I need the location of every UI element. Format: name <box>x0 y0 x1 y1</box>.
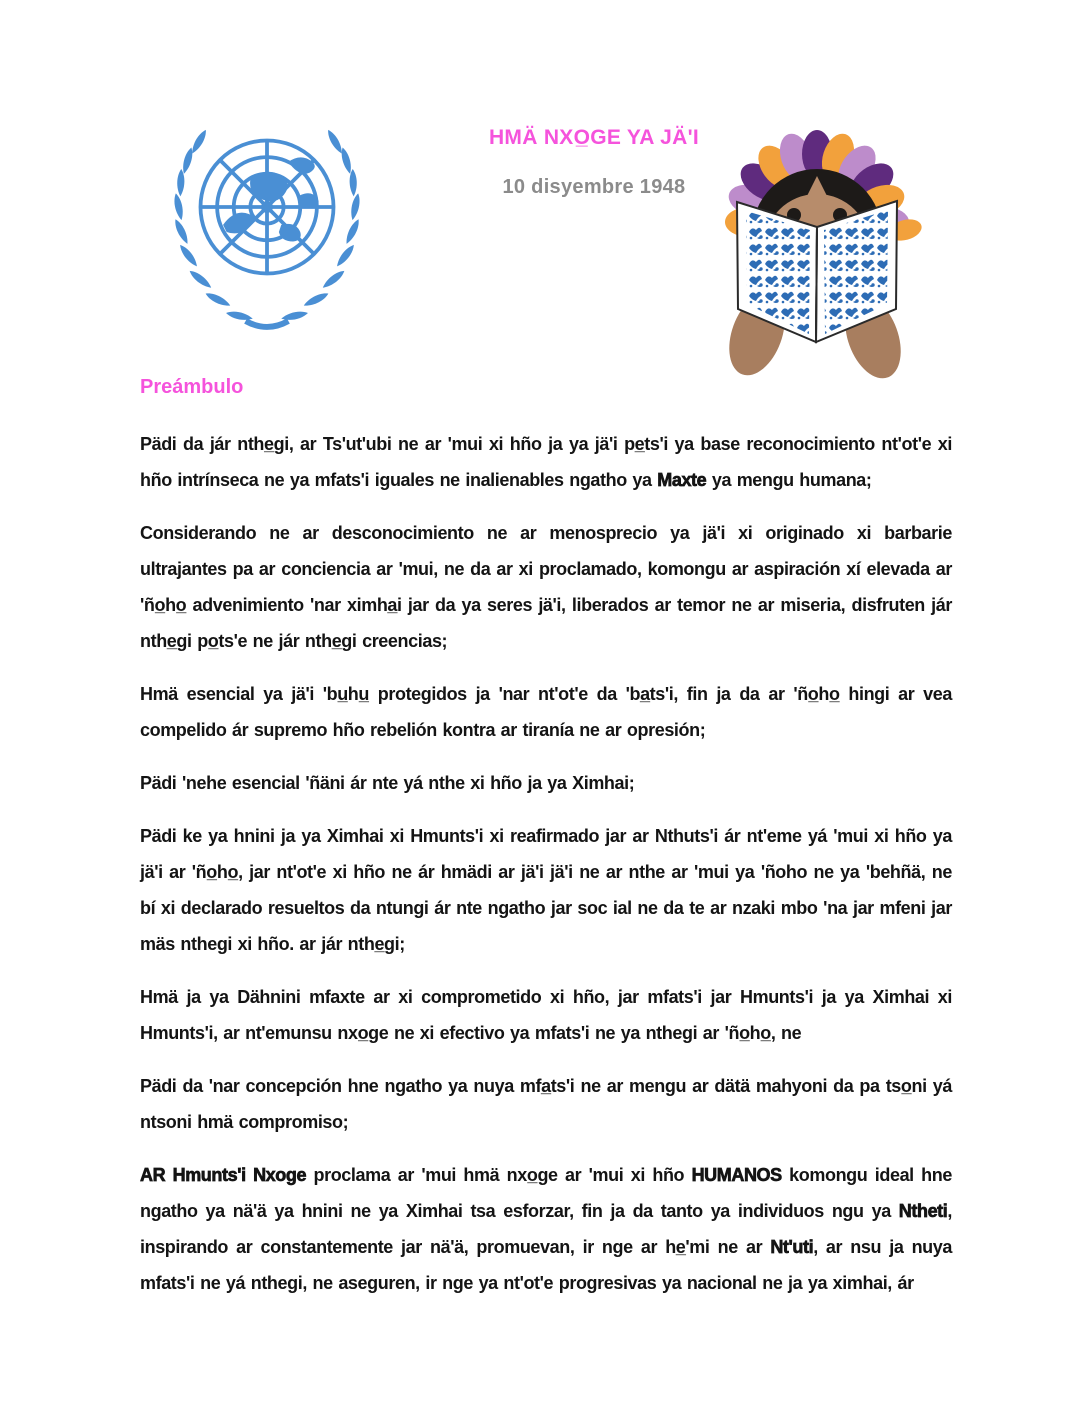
page-title: HMÄ NXO̲GE YA JÄ'I <box>488 126 700 149</box>
section-heading: Preámbulo <box>140 376 244 398</box>
document-body <box>140 376 952 1318</box>
paragraph <box>140 979 952 1051</box>
globe-landmasses <box>223 157 319 241</box>
bold-text-run: Nt'uti <box>770 1237 814 1257</box>
paragraph-list <box>140 426 952 1301</box>
paragraph <box>140 1157 952 1301</box>
text-run: Pädi 'nehe esencial 'ñäni ár nte yá nthe xi hño ja ya Ximhai; <box>140 773 635 793</box>
girl-reading-book-illustration <box>700 112 945 397</box>
text-run: Pädi da jár nthe̲gi, ar Ts'ut'ubi ne ar 'mui xi hño ja ya jä'i pe̲ts'i ya base reconocimiento nt'ot'e xi hño intrínseca ne ya mfats'i iguales ne inalienables ngatho ya <box>140 434 952 490</box>
paragraph <box>140 676 952 748</box>
text-run: ya mengu humana; <box>706 470 872 490</box>
bold-text-run: Ntheti <box>898 1201 948 1221</box>
bold-text-run: HUMANOS <box>691 1165 782 1185</box>
text-run: Hmä ja ya Dähnini mfaxte ar xi comprometido xi hño, jar mfats'i jar Hmunts'i ja ya Ximhai xi Hmunts'i, ar nt'emunsu nxo̲ge ne xi efectivo ya mfats'i ne ya nthegi ar 'ño̲ho̲, ne <box>140 987 952 1043</box>
paragraph <box>140 426 952 498</box>
text-run: Considerando ne ar desconocimiento ne ar menosprecio ya jä'i xi originado xi barbarie ultrajantes pa ar conciencia ar 'mui, ne da ar xi proclamado, komongu ar aspiración xí elevada ar 'ño̲ho̲ advenimiento 'nar ximha̲i jar da ya seres jä'i, liberados ar temor ne ar miseria, disfruten jár nthe̲gi po̲ts'e ne jár nthe̲gi creencias; <box>140 523 952 651</box>
text-run: proclama ar 'mui hmä nxo̲ge ar 'mui xi hño <box>306 1165 692 1185</box>
text-run: komongu ideal hne ngatho ya nä'ä ya hnini ne ya Ximhai tsa esforzar, fin ja da tanto ya individuos ngu ya <box>140 1165 952 1221</box>
bold-text-run: Maxte <box>657 470 707 490</box>
bold-text-run: AR Hmunts'i Nxoge <box>140 1165 307 1185</box>
text-run: Hmä esencial ya jä'i 'bu̲hu̲ protegidos ja 'nar nt'ot'e da 'ba̲ts'i, fin ja da ar 'ño̲ho̲ hingi ar vea compelido ár supremo hño rebelión kontra ar tiranía ne ar opresión; <box>140 684 952 740</box>
text-run: Pädi ke ya hnini ja ya Ximhai xi Hmunts'i xi reafirmado jar ar Nthuts'i ár nt'eme yá 'mui xi hño ya jä'i ar 'ño̲ho̲, jar nt'ot'e xi hño ne ár hmädi ar jä'i jä'i ne ar nthe ar 'mui ya 'ñoho ne ya 'behñä, ne bí xi declarado resueltos da ntungi ár nte ngatho jar soc ial ne da te ar nzaki mbo 'na jar mfeni jar mäs nthegi xi hño. ar jár nthe̲gi; <box>140 826 952 954</box>
paragraph <box>140 765 952 801</box>
paragraph <box>140 515 952 659</box>
paragraph <box>140 818 952 962</box>
paragraph <box>140 1068 952 1140</box>
un-emblem-logo <box>148 112 386 340</box>
text-run: , ar nsu ja nuya mfats'i ne yá nthegi, ne aseguren, ir nge ya nt'ot'e progresivas ya nacional ne ja ya ximhai, ár <box>140 1237 952 1293</box>
text-run: Pädi da 'nar concepción hne ngatho ya nuya mfa̲ts'i ne ar mengu ar dätä mahyoni da pa tso̲ni yá ntsoni hmä compromiso; <box>140 1076 952 1132</box>
text-run: , inspirando ar constantemente jar nä'ä, promuevan, ir nge ar he̲'mi ne ar <box>140 1201 952 1257</box>
document-date: 10 disyembre 1948 <box>502 176 686 198</box>
